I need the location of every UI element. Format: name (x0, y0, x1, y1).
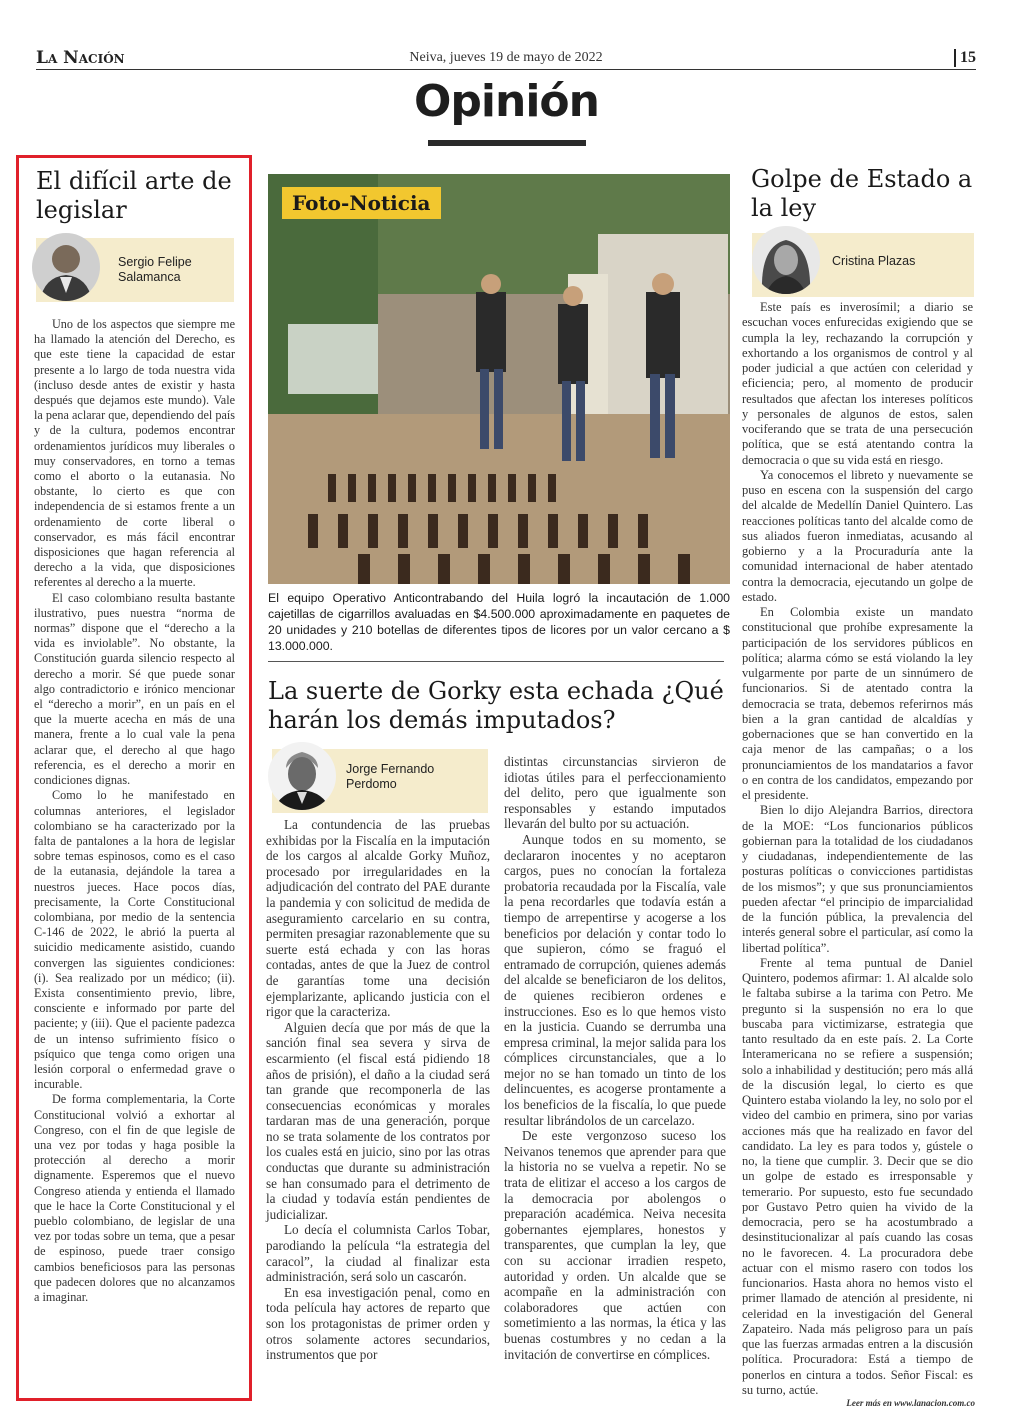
paragraph: De este vergonzoso suceso los Neivanos tenemos que aprender para que la historia no se vuelva a repetir. No se trata de elitizar el acceso a los cargos de la democracia por abolengos o preparación académica. Neiva necesita gobernantes ejemplares, honestos y transparentes, que cumplan la ley, que con su accionar irradien respeto, autoridad y orden. Un alcalde que se acompañe en la administración con colaboradores que actúen con sometimiento a las normas, la ética y las buenas costumbres y no cedan a la invitación de convertirse en cómplices. (504, 1128, 726, 1362)
paragraph: distintas circunstancias sirvieron de idiotas útiles para el perfeccionamiento del delito, pero que igualmente son responsables y estando imputados llevarán del bulto por su actuación. (504, 754, 726, 832)
newspaper-logo: La Nación (36, 48, 125, 68)
right-article-title: Golpe de Estado a la ley (751, 165, 973, 222)
author-photo-avatar (32, 233, 100, 301)
masthead (36, 48, 976, 70)
paragraph: Como lo he manifestado en columnas anteriores, el legislador colombiano se ha caracterizado por la falta de pantalones a la hora de legislar sobre temas espinosos, como es el caso de la eutanasia, dejándole la tarea a nuestros jueces. Hace pocos días, precisamente, la Corte Constitucional colombiana, por medio de la sentencia C-146 de 2022, le abrió la puerta al suicidio medicamente asistido, cuando convergen las siguientes condiciones: (i). Sea realizado por un médico; (ii). Exista consentimiento previo, libre, consciente e informado por parte del paciente; y (iii). Que el paciente padezca de un intenso sufrimiento físico o psíquico que tenga como origen una lesión corporal o enfermedad grave o incurable. (34, 788, 235, 1092)
center-article-col2 (504, 754, 726, 1362)
paragraph: El caso colombiano resulta bastante ilustrativo, pues nuestra “norma de normas” dispone que el “derecho a la vida es inviolable”. No obstante, la Constitución guarda silencio respecto al derecho a morir. Sé que puede sonar algo contradictorio e irónico mencionar el “derecho a morir”, en un país en el que la muerte acecha en más de una manera, frente a lo cual vale la pena aclarar que, el derecho al que hago referencia, es el derecho a morir en condiciones dignas. (34, 590, 235, 788)
footer-link[interactable]: Leer más en www.lanacion.com.co (846, 1398, 975, 1408)
edition-date: Neiva, jueves 19 de mayo de 2022 (409, 50, 603, 65)
photo-news-label: Foto-Noticia (282, 187, 441, 219)
section-divider (268, 661, 724, 662)
photo-caption: El equipo Operativo Anticontrabando del Huila logró la incautación de 1.000 cajetillas de cigarrillos avaluadas en $4.500.000 aproximadamente en paquetes de 20 unidades y 210 botellas de diferentes tipos de licores por un valor cercano a $ 13.000.000. (268, 591, 730, 653)
paragraph: Aunque todos en su momento, se declararon inocentes y no aceptaron cargos, pues no conocían la fortaleza probatoria recaudada por la Fiscalía, vale la pena recordarles que todavía están a tiempo de arrepentirse y acogerse a los beneficios por delación y contar todo lo que supieron, cómo se fraguó el entramado de corrupción, quienes además del alcalde se beneficiaron de los delitos, de quienes recibieron ordenes e instrucciones. Eso es lo que hemos visto en la justicia. Cuando se derrumba una empresa criminal, la mejor salida para los cómplices circunstanciales, que a lo mejor no se han tomado un tinto de los delincuentes, es acogerse prontamente a los beneficios de la fiscalía, lo que puede resultar librándolos de un carcelazo. (504, 831, 726, 1128)
center-article-title: La suerte de Gorky esta echada ¿Qué harán los demás imputados? (268, 677, 724, 734)
paragraph: Ya conocemos el libreto y nuevamente se puso en escena con la suspensión del cargo del alcalde de Medellín Daniel Quintero. Las reacciones políticas tanto del alcalde como de sus aliados fueron inmediatas, acusando al gobierno y a la Procuraduría ante la comunidad internacional de haber atentado contra la democracia, ejecutando un golpe de estado. (742, 467, 973, 604)
paragraph: La contundencia de las pruebas exhibidas por la Fiscalía en la imputación de los cargos al alcalde Gorky Muñoz, procesado por irregularidades en la adjudicación del contrato del PAE durante la pandemia y con solicitud de medida de aseguramiento carcelario en su contra, permiten presagiar razonablemente que su suerte está echada y con las horas contadas, antes de que la Juez de control de garantías tome una decisión ejemplarizante, aplicando justicia con el rigor que la caracteriza. (266, 817, 490, 1020)
paragraph: Alguien decía que por más de que la sanción final sea severa y sirva de escarmiento (el fiscal está pidiendo 18 años de prisión), el daño a la ciudad será tan grande que recomponerla de las consecuencias económicas y morales tardaran mas de una generación, porque no se trata solamente de los contratos por los cuales está en juicio, sino por las otras conductas que durante su administración se han consumado para el detrimento de la ciudad y todavía están pendientes de judicializar. (266, 1019, 490, 1222)
page-number: 15 (954, 49, 976, 67)
author-photo-avatar (268, 742, 336, 810)
center-article-col1 (266, 817, 490, 1363)
right-author-name: Cristina Plazas (832, 254, 916, 268)
paragraph: En esa investigación penal, como en toda película hay actores de reparto que son los protagonistas de primer orden y otros solamente actores secundarios, instrumentos que por (266, 1284, 490, 1363)
paragraph: Uno de los aspectos que siempre me ha llamado la atención del Derecho, es que este tiene la capacidad de estar presente a lo largo de toda nuestra vida (incluso desde antes de existir y hasta después que dejamos este mundo). Vale la pena aclarar que, dependiendo del país y de la cultura, podemos encontrar ordenamientos jurídicos muy liberales o muy conservadores, en torno a temas como el aborto o la eutanasia. No obstante, lo cierto es que con independencia de si estamos frente a un ordenamiento de corte liberal o conservador, es más fácil encontrar disposiciones que hagan referencia al derecho a la vida, que disposiciones referentes al derecho a la muerte. (34, 317, 235, 590)
author-photo-avatar (752, 226, 820, 294)
paragraph: Frente al tema puntual de Daniel Quintero, podemos afirmar: 1. Al alcalde solo le faltaba subirse a la tarima con Petro. Me pregunto si la suspensión no era lo que buscaba para victimizarse, estrategia que tanto resultado da en este país. 2. La Corte Interamericana no se refiere a suspensión; solo a inhabilidad y destitución; pero más allá de la discusión legal, lo cierto es que Quintero estaba violando la ley, no solo por el video del cambio en primera, sino por varias acciones más que ha realizado en favor del candidato. La ley es para todos y, gústele o no, la tiene que cumplir. 3. Decir que se dio un golpe de estado es irresponsable y temerario. Por supuesto, esto fue secundado por Gustavo Petro quien ha vivido de la democracia, pero se ha acostumbrado a desinstitucionalizar al país cuando las cosas no le favorecen. 4. La procuradora debe actuar con el mismo rasero con todos los funcionarios. Hasta ahora no hemos visto el primer llamado de atención al presidente, ni celeridad en la investigación del General Zapateiro. Nada más peligroso para un país que las fuerzas armadas entren a la discusión política. Procuradora: Está a tiempo de ponerlos en cintura a todos. Señor Fiscal: es su turno, actúe. (742, 955, 973, 1397)
paragraph: Bien lo dijo Alejandra Barrios, directora de la MOE: “Los funcionarios públicos gobiernan para la totalidad de los ciudadanos y ciudadanas, independientemente de las posturas políticas o convicciones partidistas de los mismos”; y que sus pronunciamientos pueden afectar “el principio de imparcialidad de la función pública, la prevalencia del interés general sobre el particular, así como la libertad política”. (742, 803, 973, 955)
left-article-body (34, 317, 235, 1305)
paragraph: En Colombia existe un mandato constitucional que prohíbe expresamente la participación de los servidores públicos en política; alarma cómo se está violando la ley vulgarmente por parte de un sinnúmero de funcionarios. Si de atentado contra la democracia se trata, debemos referirnos más bien a la gran cantidad de alcaldías y gobernaciones que se han convertido en la caja menor de las campañas; o a los pronunciamientos de los mandatarios a favor o en contra de los candidatos, empezando por el presidente. (742, 605, 973, 802)
section-underline (428, 140, 586, 146)
section-title: Opinión (414, 76, 599, 127)
news-photo (268, 174, 730, 584)
left-article-title: El difícil arte de legislar (36, 167, 232, 224)
paragraph: Lo decía el columnista Carlos Tobar, parodiando la película “la estrategia del caracol”, la ciudad al finalizar esta administración, será solo un cascarón. (266, 1222, 490, 1285)
paragraph: Este país es inverosímil; a diario se escuchan voces enfurecidas exigiendo que se cumpla la ley, rechazando la corrupción y exhortando a los organismos de control y al poder judicial a que actúen con celeridad y eficiencia; pero, al momento de producir resultados que afectan los intereses políticos y personales de algunos de estos, salen vociferando que se trata de una persecución política, que se está atentando contra la democracia o que su vida está en riesgo. (742, 300, 973, 467)
right-article-body (742, 300, 973, 1398)
left-author-name: Sergio Felipe Salamanca (118, 255, 192, 284)
paragraph: De forma complementaria, la Corte Constitucional volvió a exhortar al Congreso, con el fin de que legisle de una vez por todas y haga posible la protección al derecho a morir dignamente. Esperemos que el nuevo Congreso atienda y entienda el llamado que le hace la Corte Constitucional y el pueblo colombiano, de legislar de una vez por todas sobre un tema, que a pesar de espinoso, puede traer consigo cambios beneficiosos para las personas que padecen dolores que no alcanzamos a imaginar. (34, 1092, 235, 1304)
center-author-name: Jorge Fernando Perdomo (346, 762, 435, 791)
